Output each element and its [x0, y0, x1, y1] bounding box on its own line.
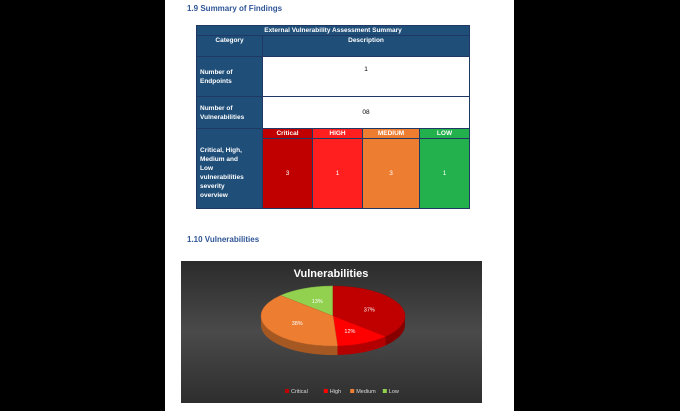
severity-count-high: 1	[313, 139, 363, 209]
row-label-severity	[197, 129, 263, 209]
value-endpoints: 1	[263, 57, 470, 97]
row-label-line: Vulnerabilities	[200, 113, 245, 121]
severity-count-critical: 3	[263, 139, 313, 209]
col-header-description: Description	[263, 36, 470, 57]
vulnerabilities-chart	[181, 261, 482, 403]
value-vulnerabilities: 08	[263, 97, 470, 129]
row-label-endpoints	[197, 57, 263, 97]
legend-swatch-low	[383, 389, 387, 393]
legend-label-low: Low	[388, 389, 399, 395]
legend-swatch-high	[324, 389, 328, 393]
legend-label-medium: Medium	[356, 389, 376, 395]
row-label-line: Endpoints	[200, 77, 232, 85]
row-label-line: Number of	[200, 104, 233, 112]
pie-label-low: 13%	[311, 298, 323, 305]
table-title: External Vulnerability Assessment Summary	[197, 26, 470, 36]
chart-title: Vulnerabilities	[293, 268, 369, 280]
row-label-line: Low	[200, 165, 213, 172]
pie-chart-svg	[181, 261, 482, 403]
row-label-line: overview	[200, 192, 228, 199]
legend-label-critical: Critical	[291, 389, 308, 395]
vulnerabilities-heading: 1.10 Vulnerabilities	[187, 235, 260, 244]
summary-table	[196, 25, 470, 209]
severity-header-low: LOW	[420, 129, 470, 139]
col-header-category: Category	[197, 36, 263, 57]
row-label-vulnerabilities	[197, 97, 263, 129]
severity-count-medium: 3	[363, 139, 420, 209]
pie-label-critical: 37%	[363, 307, 375, 314]
severity-count-low: 1	[420, 139, 470, 209]
summary-heading: 1.9 Summary of Findings	[187, 4, 283, 13]
pie-group	[261, 286, 405, 355]
row-label-line: severity	[200, 183, 225, 190]
legend-swatch-critical	[285, 389, 289, 393]
legend-swatch-medium	[350, 389, 354, 393]
severity-header-critical: Critical	[263, 129, 313, 139]
row-label-line: Medium and	[200, 156, 238, 163]
severity-header-high: HIGH	[313, 129, 363, 139]
row-label-line: Number of	[200, 68, 233, 76]
row-label-line: Critical, High,	[200, 147, 242, 154]
document-page	[165, 0, 514, 411]
severity-header-medium: MEDIUM	[363, 129, 420, 139]
pie-label-high: 12%	[344, 328, 356, 335]
pie-label-medium: 38%	[291, 321, 303, 327]
legend-label-high: High	[329, 389, 342, 395]
row-label-line: vulnerabilities	[200, 174, 244, 181]
